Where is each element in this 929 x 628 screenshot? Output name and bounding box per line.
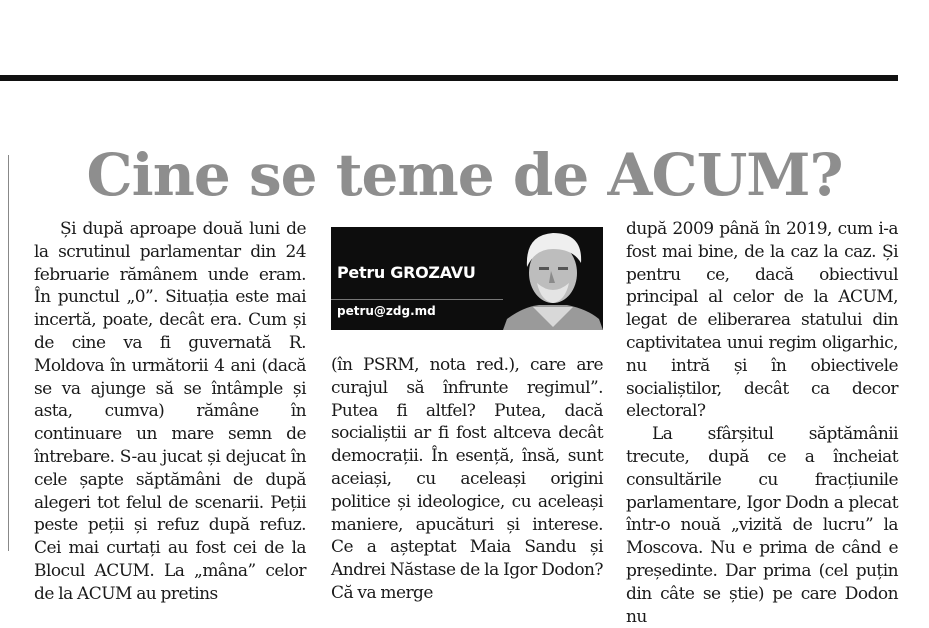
column-3-paragraph: după 2009 până în 2019, cum i-a fost mai bine, de la caz la caz. Și pentru ce, dacă obiectivul principal al celor de la ACUM, legat de eliberarea statului din captivitatea unui regim oligarhic, nu intră și în obiectivele socialiștilor, decât ca decor electoral? xyxy=(626,219,898,422)
author-byline-box xyxy=(331,227,603,330)
article-column-3 xyxy=(626,218,898,628)
top-rule xyxy=(0,75,898,81)
column-divider-line xyxy=(8,155,9,551)
author-email: petru@zdg.md xyxy=(337,304,436,318)
author-name: Petru GROZAVU xyxy=(337,263,476,282)
author-portrait-icon xyxy=(503,227,603,330)
byline-separator xyxy=(331,299,521,300)
column-3-paragraph: La sfârșitul săptămânii trecute, după ce a încheiat consultările cu fracțiunile parlamentare, Igor Dodn a plecat într-o nouă „vizită de lucru” la Moscova. Nu e prima de când e președinte. Dar prima (cel puțin din câte se știe) pe care Dodon nu xyxy=(626,424,898,627)
column-2-paragraph: (în PSRM, nota red.), care are curajul să înfrunte regimul”. Putea fi altfel? Putea, dacă socialiștii ar fi fost altceva decât democrații. În esență, însă, sunt aceiași, cu aceleași origini politice și ideologice, cu aceleași maniere, apucături și interese. Ce a așteptat Maia Sandu și Andrei Năstase de la Igor Dodon? Că va merge xyxy=(331,355,603,603)
article-headline: Cine se teme de ACUM? xyxy=(86,141,843,209)
article-column-1 xyxy=(34,218,306,606)
article-column-2 xyxy=(331,354,603,605)
column-1-paragraph: Și după aproape două luni de la scrutinul parlamentar din 24 februarie rămânem unde eram. În punctul „0”. Situația este mai incertă, poate, decât era. Cum și de cine va fi guvernată R. Moldova în următorii 4 ani (dacă se va ajunge să se întâmple și asta, cumva) rămâne în continuare un mare semn de întrebare. S-au jucat și dejucat în cele șapte săptămâni de după alegeri tot felul de scenarii. Peții peste peții și refuz după refuz. Cei mai curtați au fost cei de la Blocul ACUM. La „mâna” celor de la ACUM au pretins xyxy=(34,219,306,604)
